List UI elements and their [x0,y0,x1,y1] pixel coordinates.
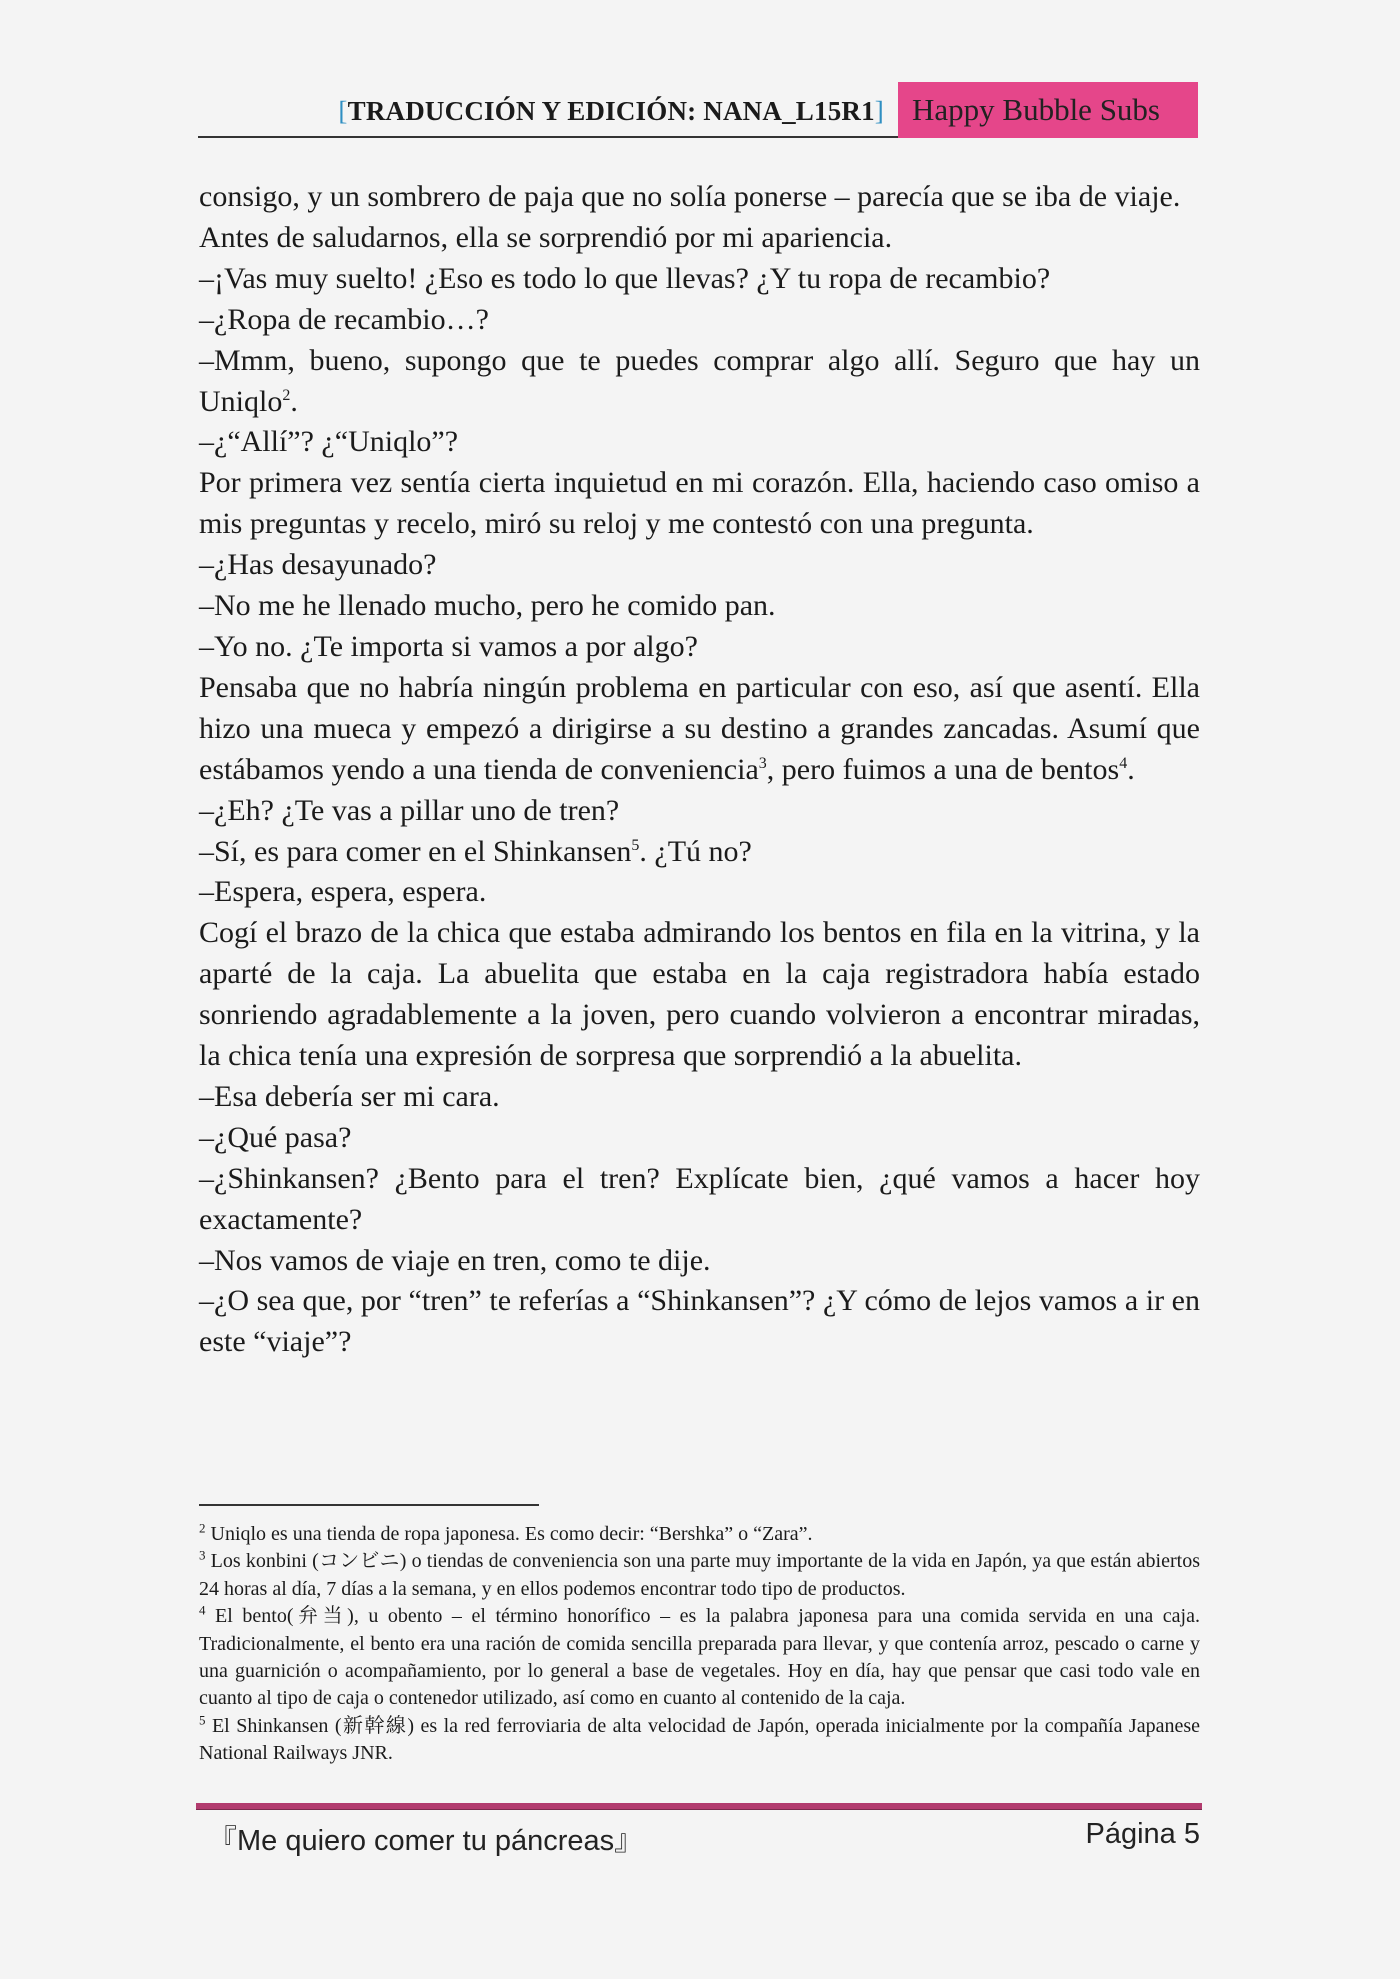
footnote-number: 3 [199,1547,206,1563]
footnotes [199,1521,1200,1768]
book-title: 『Me quiero comer tu páncreas』 [208,1825,644,1857]
paragraph: Pensaba que no habría ningún problema en particular con eso, así que asentí. Ella hizo una mueca y empezó a dirigirse a su destino a grandes zancadas. Asumí que estábamos yendo a una tienda de conveniencia$^3$, pero fuimos a una de bentos$^4$. [199,670,1200,786]
paragraph: Cogí el brazo de la chica que estaba admirando los bentos en fila en la vitrina, y la aparté de la caja. La abuelita que estaba en la caja registradora había estado sonriendo agradablemente a la joven, pero cuando volvieron a encontrar miradas, la chica tenía una expresión de sorpresa que sorprendió a la abuelita. [199,916,1200,1073]
paragraph: –Mmm, bueno, supongo que te puedes comprar algo allí. Seguro que hay un Uniqlo$^2$. [199,343,1200,418]
footnote-number: 5 [199,1712,206,1728]
page-number: Página 5 [1085,1818,1200,1850]
footnote-ref: 4 [1119,754,1128,772]
paragraph: –Espera, espera, espera. [199,875,487,909]
footnote-number: 2 [199,1520,206,1536]
paragraph: consigo, y un sombrero de paja que no solía ponerse – parecía que se iba de viaje. [199,180,1181,213]
paragraph: –¿Shinkansen? ¿Bento para el tren? Explícate bien, ¿qué vamos a hacer hoy exactamente? [199,1161,1200,1236]
paragraph: –¿Qué pasa? [199,1120,352,1154]
footnote: $^2$ Uniqlo es una tienda de ropa japonesa. Es como decir: “Bershka” o “Zara”. [199,1520,813,1545]
body-text [199,177,1200,1363]
group-name-badge: Happy Bubble Subs [898,82,1198,138]
footnote-number: 4 [199,1602,206,1618]
footnote: $^4$ El bento(弁当), u obento – el término honorífico – es la palabra japonesa para una comida servida en una caja. Tradicionalmente, el bento era una ración de comida sencilla preparada para llevar, y que contenía arroz, pescado o carne y una guarnición o acompañamiento, por lo general a base de vegetales. Hoy en día, hay que pensar que casi todo vale en cuanto al tipo de caja o contenedor utilizado, así como en cuanto al contenido de la caja. [199,1602,1200,1710]
paragraph: –¿O sea que, por “tren” te referías a “Shinkansen”? ¿Y cómo de lejos vamos a ir en este “viaje”? [199,1284,1200,1359]
footnote-ref: 5 [631,836,640,854]
footnote: $^3$ Los konbini (コンビニ) o tiendas de conveniencia son una parte muy importante de la vida en Japón, ya que están abiertos 24 horas al día, 7 días a la semana, y en ellos podemos encontrar todo tipo de productos. [199,1547,1200,1600]
header-rule [198,136,898,138]
paragraph: –Nos vamos de viaje en tren, como te dije. [199,1243,711,1277]
footnote-ref: 2 [282,386,291,404]
footnote-separator [199,1504,539,1506]
paragraph: –Yo no. ¿Te importa si vamos a por algo? [199,629,698,663]
paragraph: Por primera vez sentía cierta inquietud en mi corazón. Ella, haciendo caso omiso a mis preguntas y recelo, miró su reloj y me contestó con una pregunta. [199,466,1200,541]
footnote: $^5$ El Shinkansen (新幹線) es la red ferroviaria de alta velocidad de Japón, operada inicialmente por la compañía Japanese National Railways JNR. [199,1712,1200,1765]
page-header [198,82,1200,138]
paragraph: –Esa debería ser mi cara. [199,1079,500,1113]
credit-text: TRADUCCIÓN Y EDICIÓN: NANA_L15R1 [347,96,875,126]
paragraph: –Sí, es para comer en el Shinkansen$^5$. ¿Tú no? [199,834,752,868]
paragraph: –¿Has desayunado? [199,548,437,582]
paragraph: –¿Eh? ¿Te vas a pillar uno de tren? [199,793,620,827]
paragraph: –¿Ropa de recambio…? [199,302,489,336]
translation-credit: [TRADUCCIÓN Y EDICIÓN: NANA_L15R1] [338,96,884,126]
paragraph: –¡Vas muy suelto! ¿Eso es todo lo que llevas? ¿Y tu ropa de recambio? [199,261,1051,295]
footnote-ref: 3 [758,754,767,772]
footer-rule [196,1803,1202,1810]
paragraph: –¿“Allí”? ¿“Uniqlo”? [199,425,459,459]
paragraph: –No me he llenado mucho, pero he comido pan. [199,589,776,623]
paragraph: Antes de saludarnos, ella se sorprendió por mi apariencia. [199,220,893,254]
